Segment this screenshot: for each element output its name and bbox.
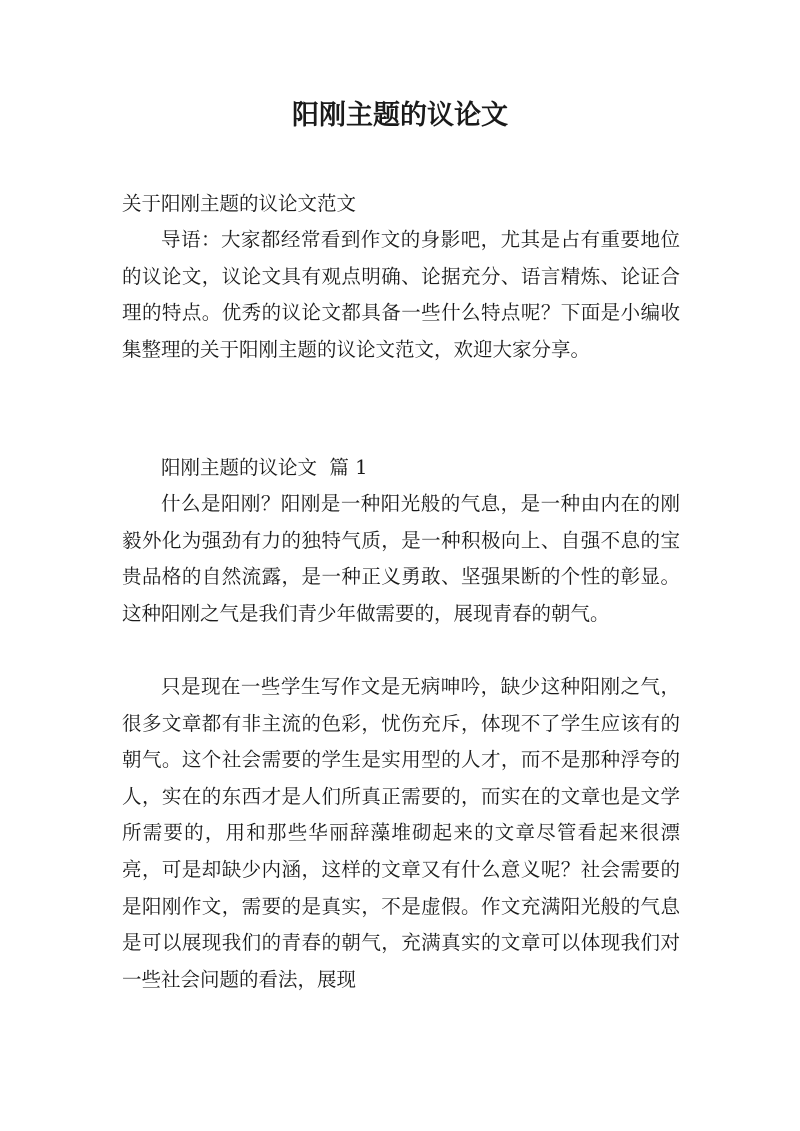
body-paragraph: 什么是阳刚？阳刚是一种阳光般的气息，是一种由内在的刚毅外化为强劲有力的独特气质，是一种积极向上、自强不息的宝贵品格的自然流露，是一种正义勇敢、坚强果断的个性的彰显。这种阳刚之气是我们青少年做需要的，展现青春的朝气。 [122,492,680,625]
document-subtitle: 关于阳刚主题的议论文范文 [122,192,357,215]
document-title: 阳刚主题的议论文 [292,100,508,131]
body-paragraph: 只是现在一些学生写作文是无病呻吟，缺少这种阳刚之气，很多文章都有非主流的色彩，忧伤充斥，体现不了学生应该有的朝气。这个社会需要的学生是实用型的人才，而不是那种浮夸的人，实在的东西才是人们所真正需要的，而实在的文章也是文学所需要的，用和那些华丽辞藻堆砌起来的文章尽管看起来很漂亮，可是却缺少内涵，这样的文章又有什么意义呢？社会需要的是阳刚作文，需要的是真实，不是虚假。作文充满阳光般的气息是可以展现我们的青春的朝气，充满真实的文章可以体现我们对一些社会问题的看法，展现 [122,675,680,991]
intro-paragraph: 导语：大家都经常看到作文的身影吧，尤其是占有重要地位的议论文，议论文具有观点明确、论据充分、语言精炼、论证合理的特点。优秀的议论文都具备一些什么特点呢？下面是小编收集整理的关于阳刚主题的议论文范文，欢迎大家分享。 [122,228,680,361]
section-title: 阳刚主题的议论文 篇 1 [161,456,368,479]
